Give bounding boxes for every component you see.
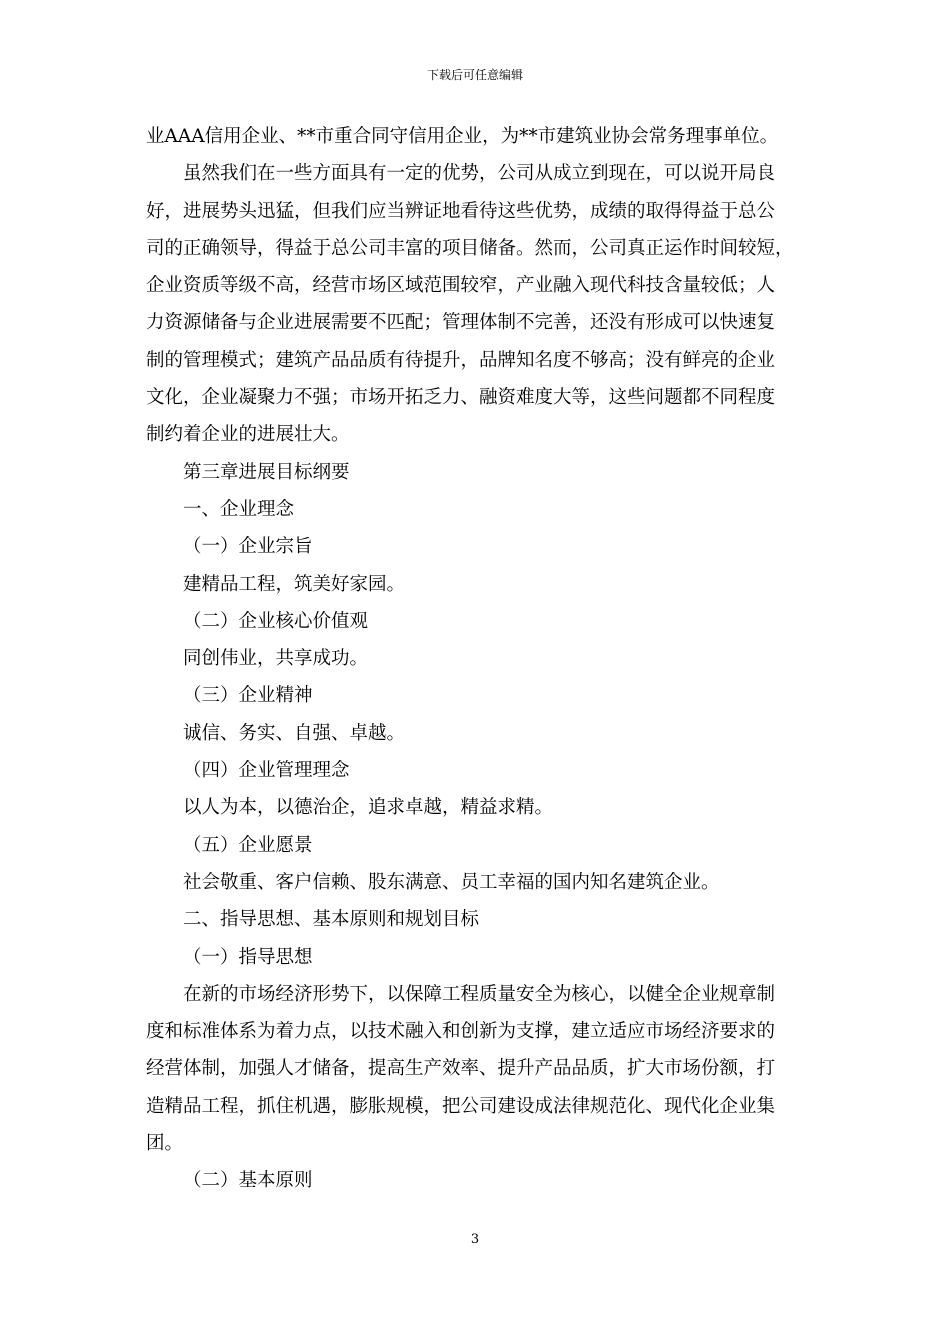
text-line: 团。 [146, 1133, 184, 1155]
text-line: 制约着企业的进展壮大。 [146, 424, 350, 446]
document-body [146, 118, 808, 1200]
subsection-heading: （四）企业管理理念 [183, 760, 350, 782]
subsection-heading: （二）基本原则 [183, 1170, 313, 1192]
paragraph-advantages [146, 155, 808, 453]
page-number: 3 [470, 1232, 480, 1247]
subsection-heading: （一）指导思想 [183, 946, 313, 968]
paragraph-continuation: 业AAA信用企业、**市重合同守信用企业，为**市建筑业协会常务理事单位。 [146, 126, 779, 147]
subsection-heading: （二）企业核心价值观 [183, 610, 369, 632]
subsection-heading: （五）企业愿景 [183, 834, 313, 856]
text-line: 司的正确领导，得益于总公司丰富的项目储备。然而，公司真正运作时间较短， [146, 237, 794, 259]
page-header: 下载后可任意编辑 [426, 68, 523, 82]
subsection-text: 社会敬重、客户信赖、股东满意、员工幸福的国内知名建筑企业。 [183, 871, 720, 893]
text-line: 力资源储备与企业进展需要不匹配；管理体制不完善，还没有形成可以快速复 [146, 312, 776, 334]
text-line: 度和标准体系为着力点，以技术融入和创新为支撑，建立适应市场经济要求的 [146, 1021, 776, 1043]
subsection-text: 同创伟业，共享成功。 [183, 648, 369, 670]
text-line: 经营体制，加强人才储备，提高生产效率、提升产品品质，扩大市场份额，打 [146, 1058, 776, 1080]
section-heading: 一、企业理念 [183, 498, 295, 520]
chapter-heading: 第三章进展目标纲要 [183, 461, 350, 483]
text-line: 好，进展势头迅猛，但我们应当辨证地看待这些优势，成绩的取得得益于总公 [146, 200, 776, 222]
paragraph-guiding-thought [146, 976, 808, 1162]
text-line: 虽然我们在一些方面具有一定的优势，公司从成立到现在，可以说开局良 [183, 163, 776, 185]
text-line: 在新的市场经济形势下，以保障工程质量安全为核心，以健全企业规章制 [183, 983, 776, 1005]
text-line: 文化，企业凝聚力不强；市场开拓乏力、融资难度大等，这些问题都不同程度 [146, 387, 776, 409]
subsection-text: 诚信、务实、自强、卓越。 [183, 722, 406, 744]
subsection-text: 建精品工程，筑美好家园。 [183, 573, 406, 595]
section-heading: 二、指导思想、基本原则和规划目标 [183, 909, 480, 931]
subsection-text: 以人为本，以德治企，追求卓越，精益求精。 [183, 797, 554, 819]
subsection-heading: （一）企业宗旨 [183, 536, 313, 558]
text-line: 企业资质等级不高，经营市场区域范围较窄，产业融入现代科技含量较低；人 [146, 275, 776, 297]
subsection-heading: （三）企业精神 [183, 685, 313, 707]
text-line: 造精品工程，抓住机遇，膨胀规模，把公司建设成法律规范化、现代化企业集 [146, 1095, 776, 1117]
text-line: 制的管理模式；建筑产品品质有待提升，品牌知名度不够高；没有鲜亮的企业 [146, 349, 776, 371]
